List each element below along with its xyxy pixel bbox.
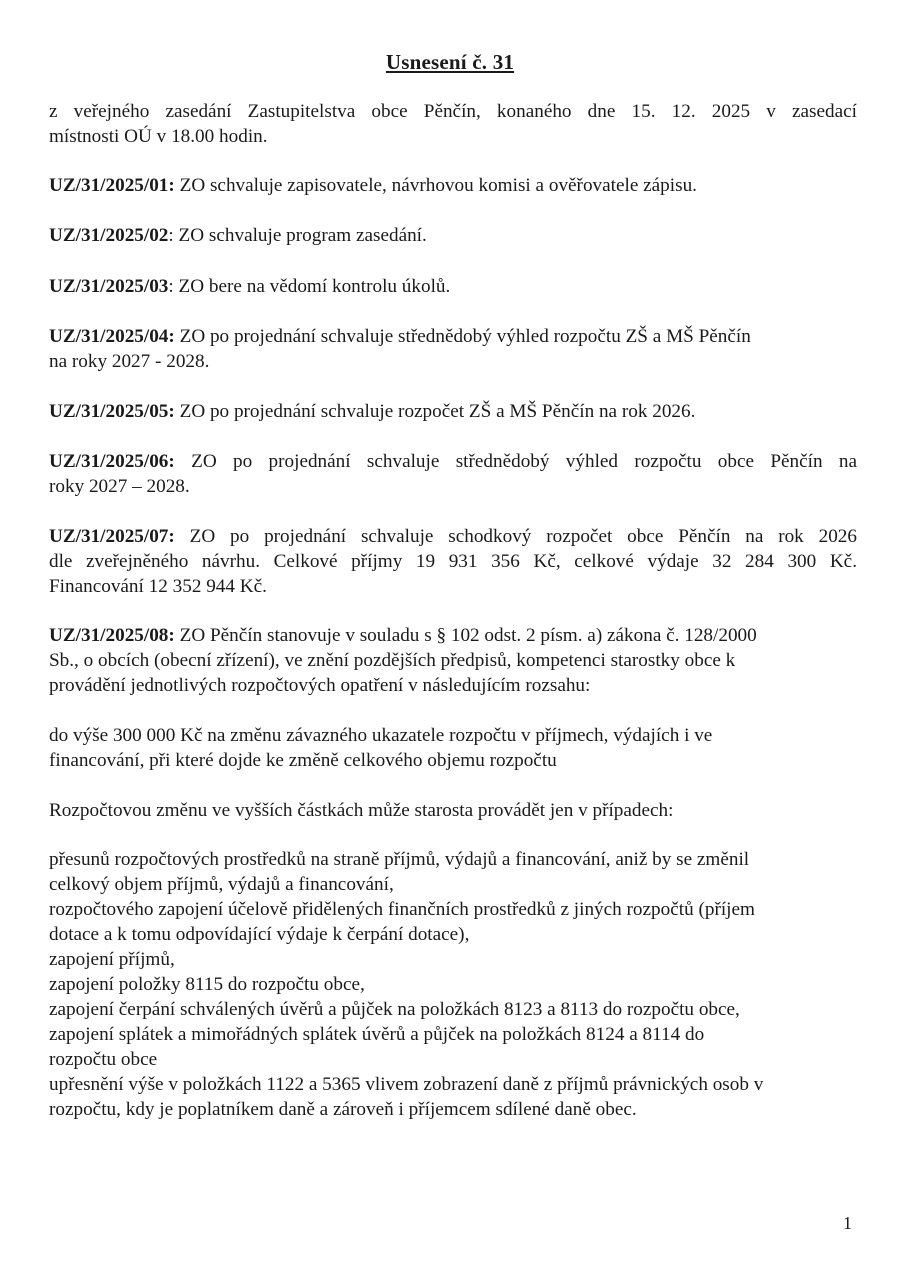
resolution-03 — [49, 274, 857, 299]
page-number: 1 — [843, 1213, 852, 1233]
case-line: zapojení příjmů, — [49, 949, 175, 970]
case-line: dotace a k tomu odpovídající výdaje k čerpání dotace), — [49, 924, 470, 945]
resolution-02 — [49, 223, 857, 248]
resolution-code: UZ/31/2025/01: — [49, 175, 175, 196]
resolution-text: ZO Pěnčín stanovuje v souladu s § 102 odst. 2 písm. a) zákona č. 128/2000 — [174, 625, 757, 646]
paragraph-line: financování, při které dojde ke změně celkového objemu rozpočtu — [49, 750, 557, 771]
resolution-text: : ZO bere na vědomí kontrolu úkolů. — [168, 276, 451, 297]
resolution-text: provádění jednotlivých rozpočtových opatření v následujícím rozsahu: — [49, 675, 591, 696]
resolution-05 — [49, 399, 857, 424]
case-line: zapojení splátek a mimořádných splátek úvěrů a půjček na položkách 8124 a 8114 do — [49, 1024, 705, 1045]
intro-line: místnosti OÚ v 18.00 hodin. — [49, 126, 268, 147]
paragraph-line: do výše 300 000 Kč na změnu závazného ukazatele rozpočtu v příjmech, výdajích i ve — [49, 725, 713, 746]
resolution-text: roky 2027 – 2028. — [49, 476, 190, 497]
resolution-text: na roky 2027 - 2028. — [49, 351, 210, 372]
cases-list — [49, 847, 857, 1122]
case-line: zapojení položky 8115 do rozpočtu obce, — [49, 974, 365, 995]
resolution-text: Financování 12 352 944 Kč. — [49, 576, 267, 597]
case-line: celkový objem příjmů, výdajů a financování, — [49, 874, 394, 895]
resolution-04 — [49, 324, 857, 374]
limit-paragraph — [49, 723, 857, 773]
resolution-code: UZ/31/2025/02 — [49, 225, 169, 246]
resolution-text: ZO schvaluje zapisovatele, návrhovou komisi a ověřovatele zápisu. — [174, 175, 697, 196]
case-line: rozpočtu, kdy je poplatníkem daně a zároveň i příjemcem sdílené daně obec. — [49, 1099, 637, 1120]
resolution-01 — [49, 173, 857, 198]
resolution-text: dle zveřejněného návrhu. Celkové příjmy 19 931 356 Kč, celkové výdaje 32 284 300 Kč. — [49, 551, 857, 572]
resolution-text: ZO po projednání schvaluje schodkový rozpočet obce Pěnčín na rok 2026 — [174, 526, 857, 547]
resolution-text: Sb., o obcích (obecní zřízení), ve znění pozdějších předpisů, kompetenci starostky obce k — [49, 650, 736, 671]
resolution-code: UZ/31/2025/07: — [49, 526, 175, 547]
resolution-text: ZO po projednání schvaluje rozpočet ZŠ a MŠ Pěnčín na rok 2026. — [174, 401, 696, 422]
case-line: rozpočtového zapojení účelově přidělených finančních prostředků z jiných rozpočtů (příjem — [49, 899, 755, 920]
resolution-code: UZ/31/2025/04: — [49, 326, 175, 347]
resolution-text: ZO po projednání schvaluje střednědobý výhled rozpočtu obce Pěnčín na — [174, 451, 857, 472]
resolution-text: ZO po projednání schvaluje střednědobý výhled rozpočtu ZŠ a MŠ Pěnčín — [174, 326, 751, 347]
intro-paragraph — [49, 99, 857, 149]
document-title: Usnesení č. 31 — [385, 50, 515, 74]
resolution-code: UZ/31/2025/06: — [49, 451, 175, 472]
case-line: upřesnění výše v položkách 1122 a 5365 vlivem zobrazení daně z příjmů právnických osob v — [49, 1074, 764, 1095]
case-line: rozpočtu obce — [49, 1049, 158, 1070]
higher-amounts-intro: Rozpočtovou změnu ve vyšších částkách může starosta provádět jen v případech: — [49, 800, 674, 821]
resolution-code: UZ/31/2025/05: — [49, 401, 175, 422]
case-line: zapojení čerpání schválených úvěrů a půjček na položkách 8123 a 8113 do rozpočtu obce, — [49, 999, 740, 1020]
case-line: přesunů rozpočtových prostředků na straně příjmů, výdajů a financování, aniž by se změnil — [49, 849, 750, 870]
resolution-08 — [49, 623, 857, 698]
resolution-07 — [49, 524, 857, 599]
resolution-06 — [49, 449, 857, 499]
resolution-code: UZ/31/2025/03 — [49, 276, 169, 297]
resolution-text: : ZO schvaluje program zasedání. — [168, 225, 427, 246]
intro-line: z veřejného zasedání Zastupitelstva obce Pěnčín, konaného dne 15. 12. 2025 v zasedací — [49, 101, 857, 122]
resolution-code: UZ/31/2025/08: — [49, 625, 175, 646]
